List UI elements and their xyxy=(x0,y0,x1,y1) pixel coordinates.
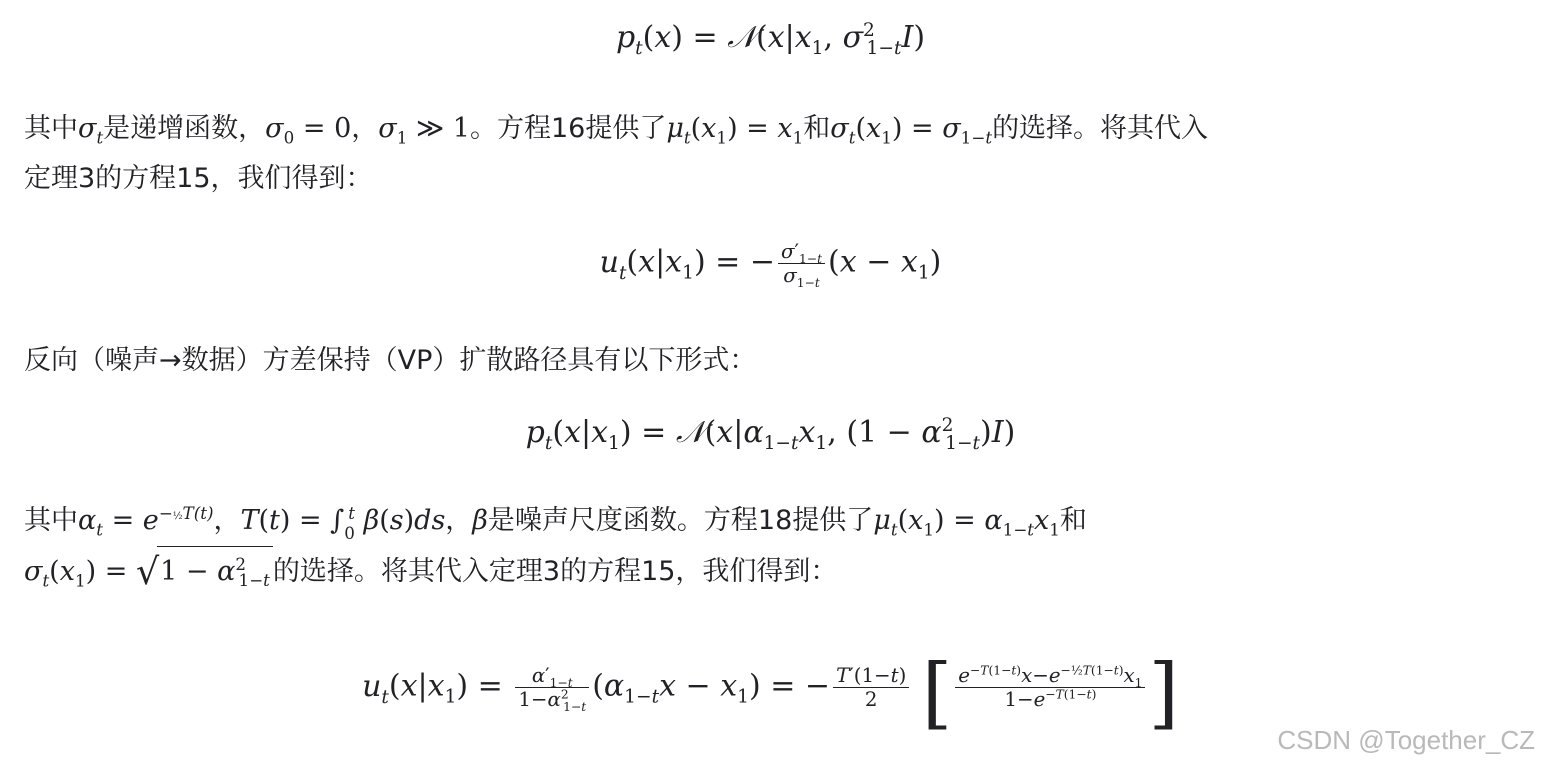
equation-ve-probability-path: $p_t(x)$ = $𝒩(x|x_1$, $\sigma^2_{1-t}I$) xyxy=(615,20,926,59)
equation-vp-probability-path: $p_t(x|x_1)$ = $𝒩(x|\alpha_{1-t}x_1$, $(1 - \alpha^2_{1-t})I$) xyxy=(525,415,1016,454)
csdn-watermark: CSDN @Together_CZ xyxy=(1277,725,1535,755)
paragraph-vp-description: 其中$\alpha_t = e^{-\frac{1}{2}T(t)}$，$T(t) = \int_0^t$ β(s)ds，β是噪声尺度函数。方程18提供了$\mu_t(x_1) = \alpha_{1-t}x_1$和 $\sigma_t(x_1) = √1 - \alpha^2_{1-t}$ 的选择。将其代入定理3的方程15，我们得到： xyxy=(24,496,1524,597)
text: 其中 xyxy=(24,505,78,536)
equation-vp-vector-field: $u_t(x|x_1)$ = $\frac{\alpha'_{1-t}}{1-\alpha^2_{1-t}}$ $(\alpha_{1-t}x - x_1)$ = − $\frac{T'(1-t)}{2}$ [ $\frac{e^{-T(1-t)}x-e^{-\frac{1}{2}T(1-t)}x_1}{1-e^{-T(1-t)}}$ ] xyxy=(362,648,1179,738)
text: 定理3的方程15，我们得到： xyxy=(24,163,373,194)
text: 的选择。将其代入定理3的方程15，我们得到： xyxy=(272,556,838,587)
paragraph-ve-description: 其中$\sigma_t$是递增函数，$\sigma_0 = 0$，$\sigma_1$ ≫ 1。方程16提供了$\mu_t(x_1) = x_1$和$\sigma_t(x_1) = \sigma_{1-t}$的选择。将其代入 定理3的方程15，我们得到： xyxy=(24,113,1209,194)
text: 其中 xyxy=(24,113,78,144)
text: 反向（噪声→数据）方差保持（VP）扩散路径具有以下形式： xyxy=(24,345,757,376)
equation-ve-vector-field: $u_t(x|x_1)$ = − $\frac{\sigma'_{1-t}}{\sigma_{1-t}}$ $(x - x_1)$ xyxy=(599,240,942,290)
paragraph-vp-intro xyxy=(24,336,1524,386)
